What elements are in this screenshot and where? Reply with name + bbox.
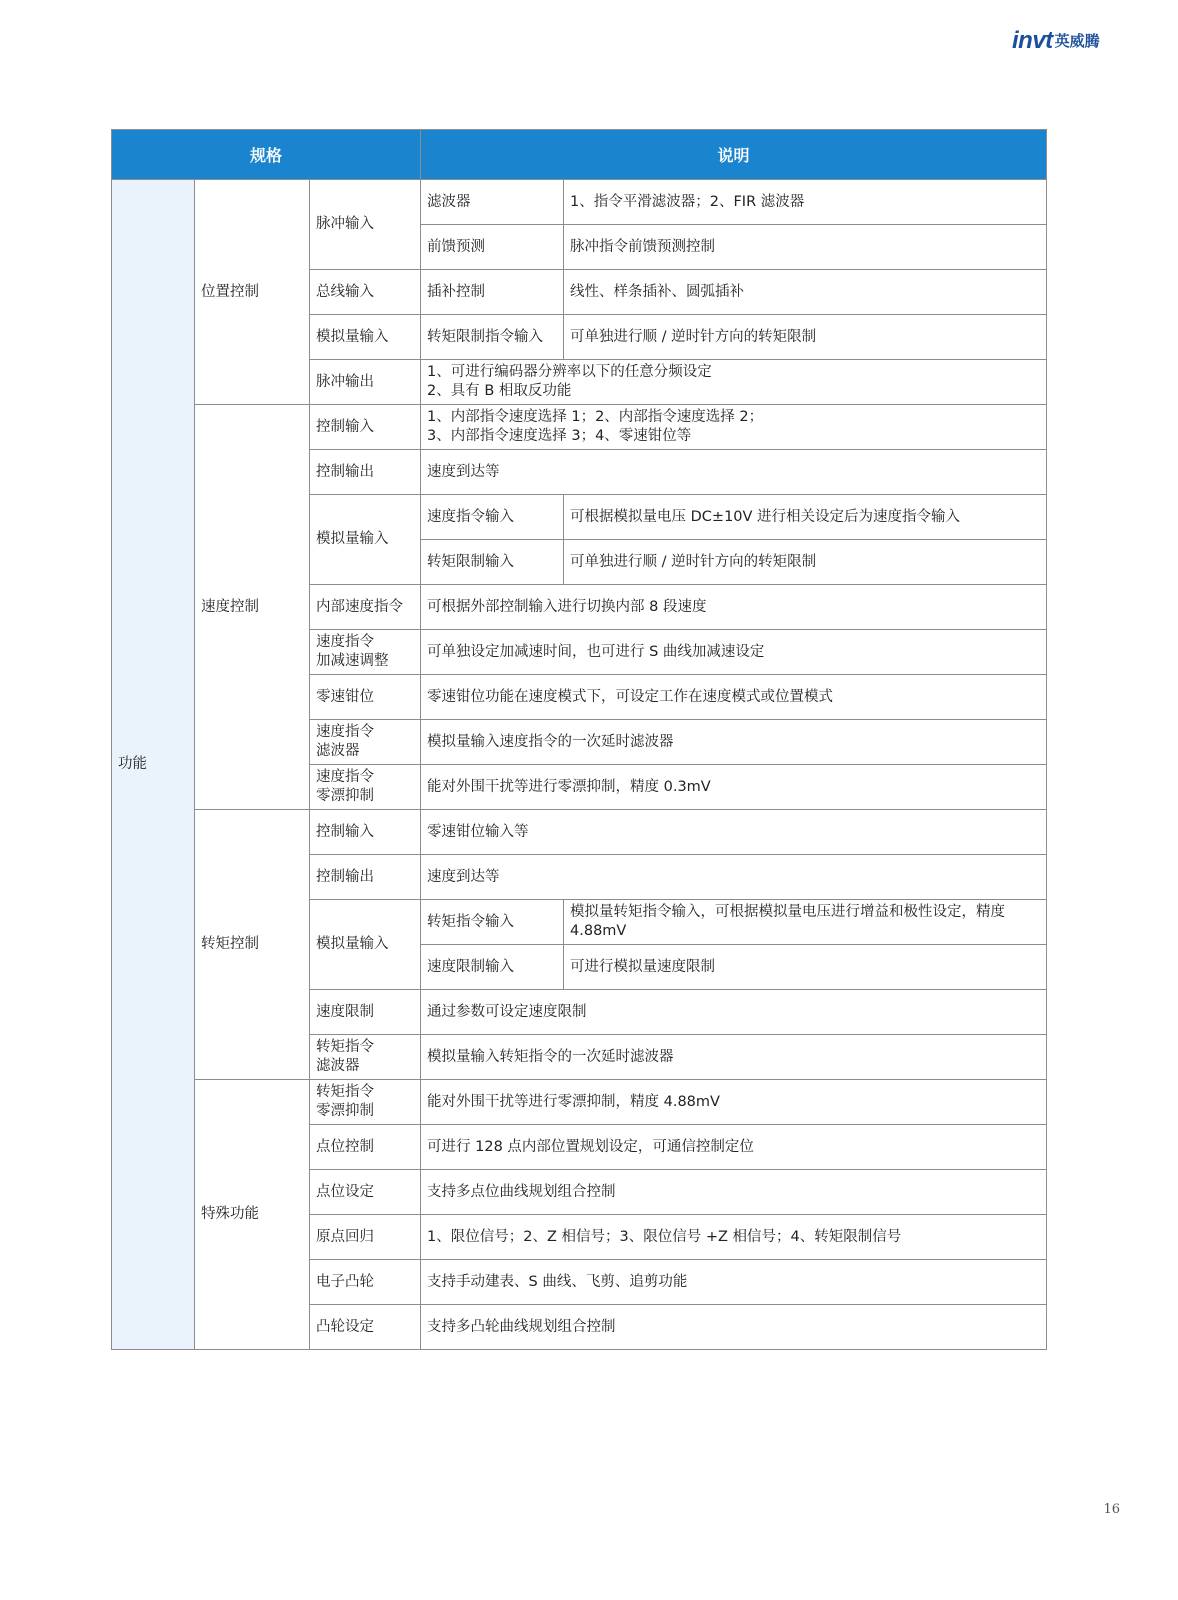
item-desc: 支持多点位曲线规划组合控制 xyxy=(421,1170,1047,1215)
table-header-row xyxy=(112,130,1047,180)
item-desc: 1、指令平滑滤波器；2、FIR 滤波器 xyxy=(564,180,1047,225)
item-desc: 通过参数可设定速度限制 xyxy=(421,990,1047,1035)
label-line: 速度指令 xyxy=(316,724,374,740)
item-desc: 可根据模拟量电压 DC±10V 进行相关设定后为速度指令输入 xyxy=(564,495,1047,540)
item-desc: 速度到达等 xyxy=(421,450,1047,495)
item-desc: 线性、样条插补、圆弧插补 xyxy=(564,270,1047,315)
item-desc: 能对外围干扰等进行零漂抑制，精度 4.88mV xyxy=(421,1080,1047,1125)
sub-speed-filter xyxy=(310,720,421,765)
label-line: 速度指令 xyxy=(316,634,374,650)
item-desc: 零速钳位功能在速度模式下，可设定工作在速度模式或位置模式 xyxy=(421,675,1047,720)
item-desc: 零速钳位输入等 xyxy=(421,810,1047,855)
logo-mark: invt xyxy=(1012,27,1053,54)
sub-torque-filter xyxy=(310,1035,421,1080)
category-cell: 功能 xyxy=(112,180,195,1350)
table-row xyxy=(112,810,1047,855)
label-line: 零漂抑制 xyxy=(316,1103,374,1119)
sub-control-input: 控制输入 xyxy=(310,405,421,450)
sub-accel-decel xyxy=(310,630,421,675)
item-desc: 可根据外部控制输入进行切换内部 8 段速度 xyxy=(421,585,1047,630)
table-row xyxy=(112,1080,1047,1125)
sub-pulse-input: 脉冲输入 xyxy=(310,180,421,270)
desc-line: 模拟量转矩指令输入，可根据模拟量电压进行增益和极性设定，精度 xyxy=(570,904,1006,920)
label-line: 转矩指令 xyxy=(316,1084,374,1100)
desc-line: 4.88mV xyxy=(570,923,627,939)
sub-point-setting: 点位设定 xyxy=(310,1170,421,1215)
section-special: 特殊功能 xyxy=(195,1080,310,1350)
sub-electronic-cam: 电子凸轮 xyxy=(310,1260,421,1305)
item-name: 转矩限制指令输入 xyxy=(421,315,564,360)
spec-table xyxy=(111,129,1047,1350)
item-desc: 速度到达等 xyxy=(421,855,1047,900)
sub-zero-clamp: 零速钳位 xyxy=(310,675,421,720)
section-position: 位置控制 xyxy=(195,180,310,405)
sub-torque-drift xyxy=(310,1080,421,1125)
sub-control-input: 控制输入 xyxy=(310,810,421,855)
label-line: 零漂抑制 xyxy=(316,788,374,804)
item-desc: 模拟量输入转矩指令的一次延时滤波器 xyxy=(421,1035,1047,1080)
sub-speed-limit: 速度限制 xyxy=(310,990,421,1035)
item-desc: 可进行 128 点内部位置规划设定，可通信控制定位 xyxy=(421,1125,1047,1170)
item-name: 转矩指令输入 xyxy=(421,900,564,945)
sub-analog-input: 模拟量输入 xyxy=(310,900,421,990)
desc-line: 3、内部指令速度选择 3；4、零速钳位等 xyxy=(427,428,692,444)
logo-chinese-name: 英威腾 xyxy=(1054,32,1100,50)
header-spec: 规格 xyxy=(112,130,421,180)
brand-logo xyxy=(1012,28,1122,54)
item-desc: 支持多凸轮曲线规划组合控制 xyxy=(421,1305,1047,1350)
item-desc: 可单独设定加减速时间，也可进行 S 曲线加减速设定 xyxy=(421,630,1047,675)
item-desc: 模拟量输入速度指令的一次延时滤波器 xyxy=(421,720,1047,765)
item-name: 滤波器 xyxy=(421,180,564,225)
desc-line: 1、可进行编码器分辨率以下的任意分频设定 xyxy=(427,364,712,380)
desc-line: 2、具有 B 相取反功能 xyxy=(427,383,572,399)
sub-pulse-output: 脉冲输出 xyxy=(310,360,421,405)
item-desc: 能对外围干扰等进行零漂抑制，精度 0.3mV xyxy=(421,765,1047,810)
sub-control-output: 控制输出 xyxy=(310,450,421,495)
label-line: 加减速调整 xyxy=(316,653,389,669)
sub-internal-speed-cmd: 内部速度指令 xyxy=(310,585,421,630)
label-line: 滤波器 xyxy=(316,1058,360,1074)
sub-analog-input: 模拟量输入 xyxy=(310,315,421,360)
table-row xyxy=(112,405,1047,450)
item-desc xyxy=(564,900,1047,945)
item-desc xyxy=(421,360,1047,405)
table-row xyxy=(112,180,1047,225)
header-description: 说明 xyxy=(421,130,1047,180)
sub-bus-input: 总线输入 xyxy=(310,270,421,315)
item-name: 插补控制 xyxy=(421,270,564,315)
sub-point-control: 点位控制 xyxy=(310,1125,421,1170)
label-line: 滤波器 xyxy=(316,743,360,759)
item-name: 转矩限制输入 xyxy=(421,540,564,585)
item-desc: 1、限位信号；2、Z 相信号；3、限位信号 +Z 相信号；4、转矩限制信号 xyxy=(421,1215,1047,1260)
section-torque: 转矩控制 xyxy=(195,810,310,1080)
item-name: 速度限制输入 xyxy=(421,945,564,990)
item-desc: 可单独进行顺 / 逆时针方向的转矩限制 xyxy=(564,315,1047,360)
item-name: 速度指令输入 xyxy=(421,495,564,540)
item-desc: 可单独进行顺 / 逆时针方向的转矩限制 xyxy=(564,540,1047,585)
label-line: 速度指令 xyxy=(316,769,374,785)
item-name: 前馈预测 xyxy=(421,225,564,270)
sub-speed-drift xyxy=(310,765,421,810)
item-desc xyxy=(421,405,1047,450)
label-line: 转矩指令 xyxy=(316,1039,374,1055)
desc-line: 1、内部指令速度选择 1；2、内部指令速度选择 2； xyxy=(427,409,764,425)
page-number: 16 xyxy=(1103,1502,1120,1517)
item-desc: 支持手动建表、S 曲线、飞剪、追剪功能 xyxy=(421,1260,1047,1305)
sub-cam-setting: 凸轮设定 xyxy=(310,1305,421,1350)
item-desc: 可进行模拟量速度限制 xyxy=(564,945,1047,990)
item-desc: 脉冲指令前馈预测控制 xyxy=(564,225,1047,270)
sub-homing: 原点回归 xyxy=(310,1215,421,1260)
section-speed: 速度控制 xyxy=(195,405,310,810)
sub-analog-input: 模拟量输入 xyxy=(310,495,421,585)
sub-control-output: 控制输出 xyxy=(310,855,421,900)
